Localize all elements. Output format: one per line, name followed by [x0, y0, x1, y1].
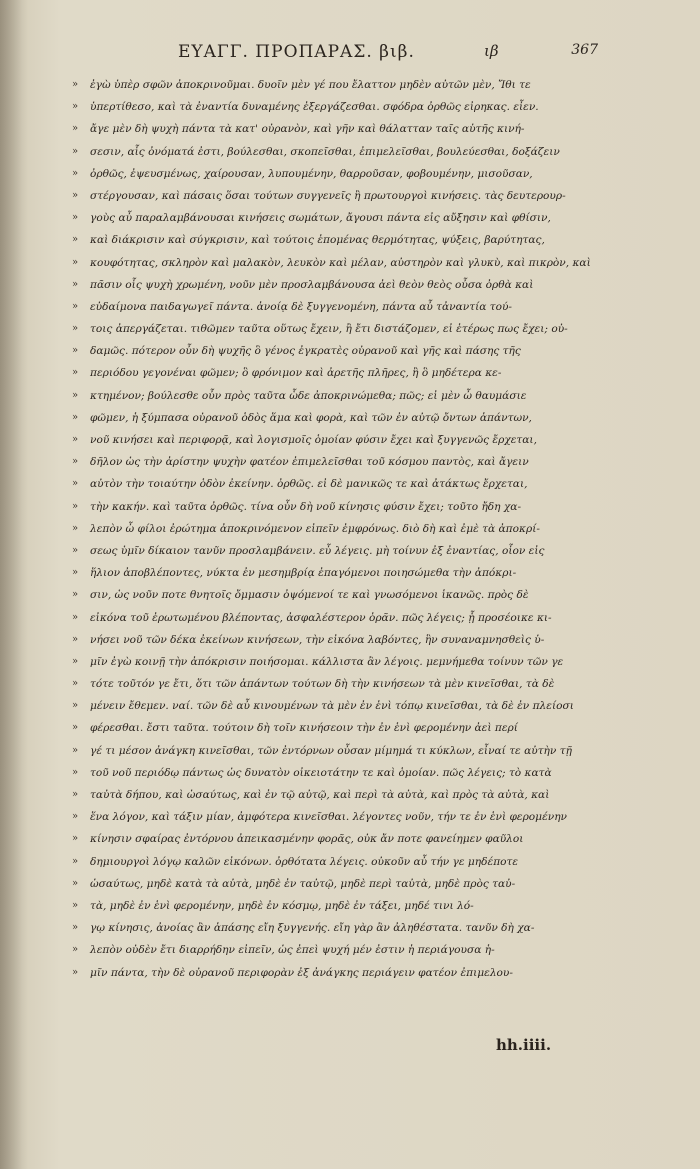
quotation-mark: » — [72, 833, 79, 845]
quotation-mark: » — [72, 700, 79, 712]
text-line — [72, 451, 612, 473]
quotation-mark: » — [72, 544, 79, 556]
line-text: γῳ κίνησις, ἀνοίας ἂν ἁπάσης εἴη ξυγγενής. εἴη γὰρ ἂν ἀληθέστατα. τανῦν δὴ χα- — [90, 922, 535, 935]
text-line — [72, 385, 612, 407]
line-text: μῖν πάντα, τὴν δὲ οὐρανοῦ περιφορὰν ἐξ ἀνάγκης περιάγειν φατέον ἐπιμελου- — [90, 966, 513, 979]
line-text: λεπὸν ὦ φίλοι ἐρώτημα ἀποκρινόμενον εἰπεῖν ἐμφρόνως. διὸ δὴ καὶ ἐμὲ τὰ ἀποκρί- — [90, 522, 540, 535]
line-text: κτημένον; βούλεσθε οὖν πρὸς ταῦτα ὧδε ἀποκρινώμεθα; πῶς; εἰ μὲν ὦ θαυμάσιε — [90, 389, 527, 402]
quotation-mark: » — [72, 966, 79, 978]
text-line — [72, 163, 612, 185]
quotation-mark: » — [72, 811, 79, 823]
quotation-mark: » — [72, 278, 79, 290]
text-line — [72, 962, 612, 984]
quotation-mark: » — [72, 766, 79, 778]
running-head — [178, 42, 598, 66]
line-text: γέ τι μέσον ἀνάγκη κινεῖσθαι, τῶν ἐντόρνων οὖσαν μίμημά τι κύκλων, εἶναί τε αὐτὴν τῇ — [90, 744, 572, 757]
line-text: τοῦ νοῦ περιόδῳ πάντως ὡς δυνατὸν οἰκειοτάτην τε καὶ ὁμοίαν. πῶς λέγεις; τὸ κατὰ — [90, 766, 552, 779]
quotation-mark: » — [72, 877, 79, 889]
text-line — [72, 784, 612, 806]
text-line — [72, 74, 612, 96]
quotation-mark: » — [72, 744, 79, 756]
quotation-mark: » — [72, 855, 79, 867]
line-text: κουφότητας, σκληρὸν καὶ μαλακὸν, λευκὸν καὶ μέλαν, αὐστηρὸν καὶ γλυκὺ, καὶ πικρὸν, καὶ — [90, 256, 591, 269]
text-line — [72, 851, 612, 873]
line-text: τότε τοῦτόν γε ἔτι, ὅτι τῶν ἁπάντων τούτων δὴ τὴν κινήσεων τὰ μὲν κινεῖσθαι, τὰ δὲ — [90, 678, 555, 691]
line-text: εὐδαίμονα παιδαγωγεῖ πάντα. ἀνοίᾳ δὲ ξυγγενομένη, πάντα αὖ τἀναντία τού- — [90, 300, 513, 313]
page-number: 367 — [571, 42, 598, 58]
quotation-mark: » — [72, 567, 79, 579]
quotation-mark: » — [72, 655, 79, 667]
quotation-mark: » — [72, 500, 79, 512]
quotation-mark: » — [72, 189, 79, 201]
text-line — [72, 318, 612, 340]
text-line — [72, 917, 612, 939]
quotation-mark: » — [72, 589, 79, 601]
quotation-mark: » — [72, 411, 79, 423]
text-line — [72, 473, 612, 495]
text-line — [72, 207, 612, 229]
text-line — [72, 429, 612, 451]
line-text: σιν, ὡς νοῦν ποτε θνητοῖς ὄμμασιν ὀψόμενοί τε καὶ γνωσόμενοι ἱκανῶς. πρὸς δὲ — [90, 589, 529, 602]
text-line — [72, 540, 612, 562]
quotation-mark: » — [72, 722, 79, 734]
line-text: τὴν κακήν. καὶ ταῦτα ὀρθῶς. τίνα οὖν δὴ νοῦ κίνησις φύσιν ἔχει; τοῦτο ἤδη χα- — [90, 500, 522, 513]
quotation-mark: » — [72, 678, 79, 690]
quotation-mark: » — [72, 633, 79, 645]
quotation-mark: » — [72, 789, 79, 800]
quotation-mark: » — [72, 323, 79, 335]
text-line — [72, 828, 612, 850]
signature-mark: hh.iiii. — [496, 1036, 552, 1054]
text-line — [72, 629, 612, 651]
running-head-section: ιβ — [484, 42, 499, 60]
line-text: εἰκόνα τοῦ ἐρωτωμένου βλέποντας, ἀσφαλέστερον ὁρᾶν. πῶς λέγεις; ᾗ προσέοικε κι- — [90, 611, 552, 624]
text-line — [72, 806, 612, 828]
line-text: πᾶσιν οἷς ψυχὴ χρωμένη, νοῦν μὲν προσλαμβάνουσα ἀεὶ θεὸν θεὸς οὖσα ὀρθὰ καὶ — [90, 278, 534, 291]
line-text: δημιουργοὶ λόγῳ καλῶν εἰκόνων. ὀρθότατα λέγεις. οὐκοῦν αὖ τήν γε μηδέποτε — [90, 855, 519, 868]
running-head-title: ΕΥΑΓΓ. ΠΡΟΠΑΡΑΣ. βιβ. — [178, 42, 415, 62]
line-text: μῖν ἐγὼ κοινῇ τὴν ἀπόκρισιν ποιήσομαι. κάλλιστα ἂν λέγοις. μεμνήμεθα τοίνυν τῶν γε — [90, 655, 564, 668]
line-text: τὰ, μηδὲ ἐν ἑνὶ φερομένην, μηδὲ ἐν κόσμῳ, μηδὲ ἐν τάξει, μηδέ τινι λό- — [90, 899, 474, 912]
line-text: ἄγε μὲν δὴ ψυχὴ πάντα τὰ κατ' οὐρανὸν, καὶ γῆν καὶ θάλατταν ταῖς αὑτῆς κινή- — [90, 123, 525, 136]
text-line — [72, 695, 612, 717]
text-line — [72, 584, 612, 606]
quotation-mark: » — [72, 300, 79, 312]
line-text: μένειν ἔθεμεν. ναί. τῶν δὲ αὖ κινουμένων τὰ μὲν ἐν ἑνὶ τόπῳ κινεῖσθαι, τὰ δὲ ἐν πλείοσι — [90, 700, 574, 713]
line-text: ἥλιον ἀποβλέποντες, νύκτα ἐν μεσημβρίᾳ ἐπαγόμενοι ποιησώμεθα τὴν ἀπόκρι- — [90, 567, 517, 580]
text-line — [72, 118, 612, 140]
body-text — [72, 74, 612, 984]
quotation-mark: » — [72, 899, 79, 911]
quotation-mark: » — [72, 167, 79, 179]
gutter-shadow — [0, 0, 28, 1169]
quotation-mark: » — [72, 922, 79, 934]
text-line — [72, 873, 612, 895]
text-line — [72, 939, 612, 961]
line-text: κίνησιν σφαίρας ἐντόρνου ἀπεικασμένην φορᾶς, οὐκ ἄν ποτε φανείημεν φαῦλοι — [90, 833, 524, 846]
quotation-mark: » — [72, 123, 79, 135]
line-text: αὐτὸν τὴν τοιαύτην ὁδὸν ἐκείνην. ὀρθῶς. εἰ δὲ μανικῶς τε καὶ ἀτάκτως ἔρχεται, — [90, 478, 528, 491]
quotation-mark: » — [72, 212, 79, 224]
line-text: σεως ὑμῖν δίκαιον τανῦν προσλαμβάνειν. εὖ λέγεις. μὴ τοίνυν ἐξ ἐναντίας, οἷον εἰς — [90, 544, 545, 557]
text-line — [72, 717, 612, 739]
line-text: φέρεσθαι. ἔστι ταῦτα. τούτοιν δὴ τοῖν κινήσεοιν τὴν ἐν ἑνὶ φερομένην ἀεὶ περί — [90, 722, 518, 735]
text-line — [72, 96, 612, 118]
quotation-mark: » — [72, 522, 79, 534]
text-line — [72, 762, 612, 784]
text-line — [72, 274, 612, 296]
text-line — [72, 895, 612, 917]
quotation-mark: » — [72, 101, 79, 113]
text-line — [72, 185, 612, 207]
quotation-mark: » — [72, 145, 79, 157]
line-text: στέργουσαν, καὶ πάσαις ὅσαι τούτων συγγενεῖς ἢ πρωτουργοὶ κινήσεις. τὰς δευτερουρ- — [90, 189, 566, 202]
line-text: ὡσαύτως, μηδὲ κατὰ τὰ αὐτὰ, μηδὲ ἐν ταὐτῷ, μηδὲ περὶ ταὐτὰ, μηδὲ πρὸς ταὐ- — [90, 877, 516, 890]
text-line — [72, 252, 612, 274]
line-text: δῆλον ὡς τὴν ἀρίστην ψυχὴν φατέον ἐπιμελεῖσθαι τοῦ κόσμου παντὸς, καὶ ἄγειν — [90, 456, 529, 469]
line-text: δαμῶς. πότερον οὖν δὴ ψυχῆς ὃ γένος ἐγκρατὲς οὐρανοῦ καὶ γῆς καὶ πάσης τῆς — [90, 345, 521, 358]
text-line — [72, 340, 612, 362]
line-text: νήσει νοῦ τῶν δέκα ἐκείνων κινήσεων, τὴν εἰκόνα λαβόντες, ἣν συναναμνησθεὶς ὑ- — [90, 633, 545, 646]
line-text: τοις ἀπεργάζεται. τιθῶμεν ταῦτα οὕτως ἔχειν, ἢ ἔτι διστάζομεν, εἰ ἑτέρως πως ἔχει; οὐ- — [90, 323, 568, 336]
line-text: ὀρθῶς, ἐψευσμένως, χαίρουσαν, λυπουμένην, θαρροῦσαν, φοβουμένην, μισοῦσαν, — [90, 167, 533, 180]
line-text: σεσιν, αἷς ὀνόματά ἐστι, βούλεσθαι, σκοπεῖσθαι, ἐπιμελεῖσθαι, βουλεύεσθαι, δοξάζειν — [90, 145, 560, 158]
quotation-mark: » — [72, 79, 79, 90]
line-text: περιόδου γεγονέναι φῶμεν; ὃ φρόνιμον καὶ ἀρετῆς πλῆρες, ἢ ὃ μηδέτερα κε- — [90, 367, 502, 380]
line-text: ἕνα λόγον, καὶ τάξιν μίαν, ἀμφότερα κινεῖσθαι. λέγοντες νοῦν, τήν τε ἐν ἑνὶ φερομένην — [90, 811, 567, 824]
text-line — [72, 518, 612, 540]
text-line — [72, 229, 612, 251]
quotation-mark: » — [72, 389, 79, 401]
quotation-mark: » — [72, 234, 79, 246]
text-line — [72, 607, 612, 629]
quotation-mark: » — [72, 456, 79, 468]
quotation-mark: » — [72, 478, 79, 490]
quotation-mark: » — [72, 944, 79, 956]
line-text: νοῦ κινήσει καὶ περιφορᾷ, καὶ λογισμοῖς ὁμοίαν φύσιν ἔχει καὶ ξυγγενῶς ἔρχεται, — [90, 434, 537, 446]
quotation-mark: » — [72, 367, 79, 379]
quotation-mark: » — [72, 611, 79, 623]
quotation-mark: » — [72, 256, 79, 268]
quotation-mark: » — [72, 345, 79, 357]
line-text: ταὐτὰ δήπου, καὶ ὡσαύτως, καὶ ἐν τῷ αὐτῷ, καὶ περὶ τὰ αὐτὰ, καὶ πρὸς τὰ αὐτὰ, καὶ — [90, 789, 550, 801]
text-line — [72, 496, 612, 518]
text-line — [72, 740, 612, 762]
line-text: ἐγὼ ὑπὲρ σφῶν ἀποκρινοῦμαι. δυοῖν μὲν γέ που ἔλαττον μηδὲν αὐτῶν μὲν, Ἴθι τε — [90, 79, 531, 91]
text-line — [72, 296, 612, 318]
text-line — [72, 673, 612, 695]
line-text: καὶ διάκρισιν καὶ σύγκρισιν, καὶ τούτοις ἑπομένας θερμότητας, ψύξεις, βαρύτητας, — [90, 234, 545, 247]
text-line — [72, 141, 612, 163]
text-line — [72, 562, 612, 584]
line-text: ὑπερτίθεσο, καὶ τὰ ἐναντία δυναμένης ἐξεργάζεσθαι. σφόδρα ὀρθῶς εἰρηκας. εἶεν. — [90, 101, 539, 114]
line-text: γοὺς αὖ παραλαμβάνουσαι κινήσεις σωμάτων, ἄγουσι πάντα εἰς αὔξησιν καὶ φθίσιν, — [90, 212, 551, 225]
line-text: λεπὸν οὐδὲν ἔτι διαρρήδην εἰπεῖν, ὡς ἐπεὶ ψυχή μέν ἐστιν ἡ περιάγουσα ἡ- — [90, 944, 495, 957]
text-line — [72, 651, 612, 673]
text-line — [72, 362, 612, 384]
text-line — [72, 407, 612, 429]
line-text: φῶμεν, ἡ ξύμπασα οὐρανοῦ ὁδὸς ἅμα καὶ φορὰ, καὶ τῶν ἐν αὐτῷ ὄντων ἁπάντων, — [90, 411, 532, 424]
quotation-mark: » — [72, 434, 79, 445]
